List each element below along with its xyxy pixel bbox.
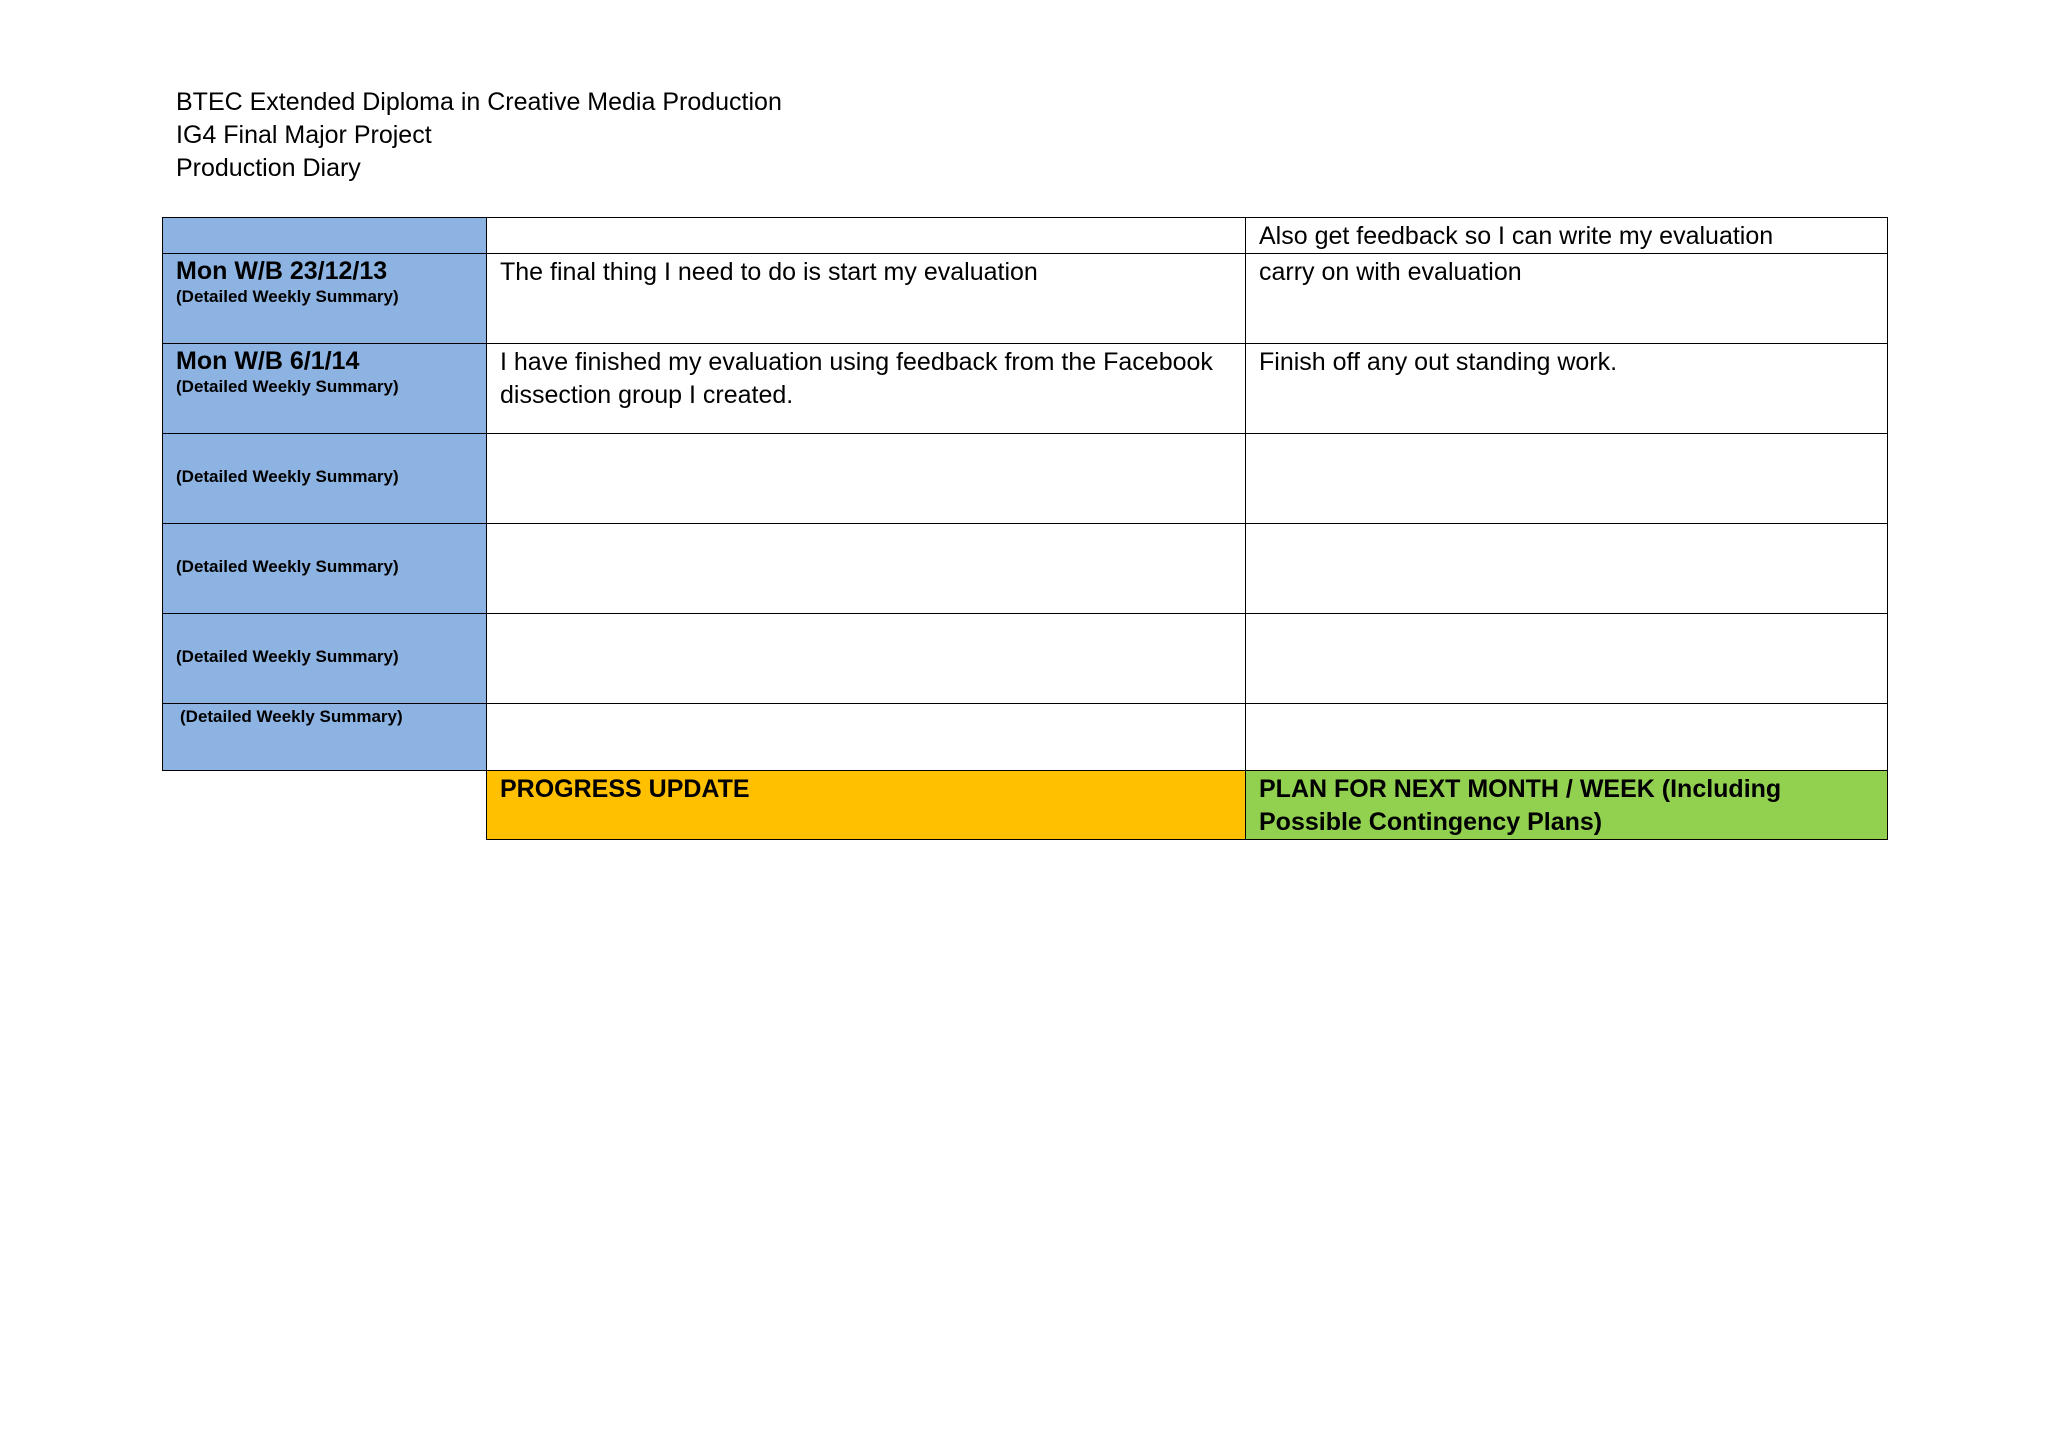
- table-row: [163, 218, 1888, 254]
- summary-label: (Detailed Weekly Summary): [176, 557, 399, 576]
- week-cell: [163, 704, 487, 771]
- summary-label: (Detailed Weekly Summary): [176, 287, 399, 306]
- week-cell: [163, 218, 487, 254]
- week-label: Mon W/B 23/12/13: [176, 257, 388, 285]
- table-row: [163, 434, 1888, 524]
- plan-cell[interactable]: Finish off any out standing work.: [1246, 344, 1888, 434]
- progress-cell[interactable]: [487, 524, 1246, 614]
- plan-cell[interactable]: carry on with evaluation: [1246, 254, 1888, 344]
- week-cell: [163, 614, 487, 704]
- empty-cell: [163, 771, 487, 840]
- plan-cell[interactable]: [1246, 614, 1888, 704]
- summary-label: (Detailed Weekly Summary): [176, 647, 399, 666]
- table-row: [163, 524, 1888, 614]
- plan-cell[interactable]: Also get feedback so I can write my evaluation: [1246, 218, 1888, 254]
- week-cell: [163, 434, 487, 524]
- table-row: [163, 704, 1888, 771]
- production-diary-table: [162, 217, 1888, 840]
- table-row: [163, 614, 1888, 704]
- week-label: Mon W/B 6/1/14: [176, 347, 360, 375]
- week-cell: [163, 344, 487, 434]
- footer-row: [163, 771, 1888, 840]
- summary-label: (Detailed Weekly Summary): [176, 467, 399, 486]
- progress-cell[interactable]: [487, 434, 1246, 524]
- summary-label: (Detailed Weekly Summary): [180, 707, 403, 726]
- project-title: IG4 Final Major Project: [176, 121, 432, 149]
- progress-update-heading: PROGRESS UPDATE: [487, 771, 1246, 840]
- progress-cell[interactable]: [487, 218, 1246, 254]
- diary-title: Production Diary: [176, 154, 361, 182]
- summary-label: (Detailed Weekly Summary): [176, 377, 399, 396]
- course-title: BTEC Extended Diploma in Creative Media Production: [176, 88, 782, 116]
- table-row: [163, 254, 1888, 344]
- week-cell: [163, 254, 487, 344]
- plan-cell[interactable]: [1246, 704, 1888, 771]
- progress-cell[interactable]: I have finished my evaluation using feedback from the Facebook dissection group I created.: [487, 344, 1246, 434]
- progress-cell[interactable]: [487, 614, 1246, 704]
- week-cell: [163, 524, 487, 614]
- plan-cell[interactable]: [1246, 434, 1888, 524]
- plan-cell[interactable]: [1246, 524, 1888, 614]
- document-header: [176, 86, 782, 185]
- progress-cell[interactable]: [487, 704, 1246, 771]
- progress-cell[interactable]: The final thing I need to do is start my evaluation: [487, 254, 1246, 344]
- plan-heading: PLAN FOR NEXT MONTH / WEEK (Including Possible Contingency Plans): [1246, 771, 1888, 840]
- table-row: [163, 344, 1888, 434]
